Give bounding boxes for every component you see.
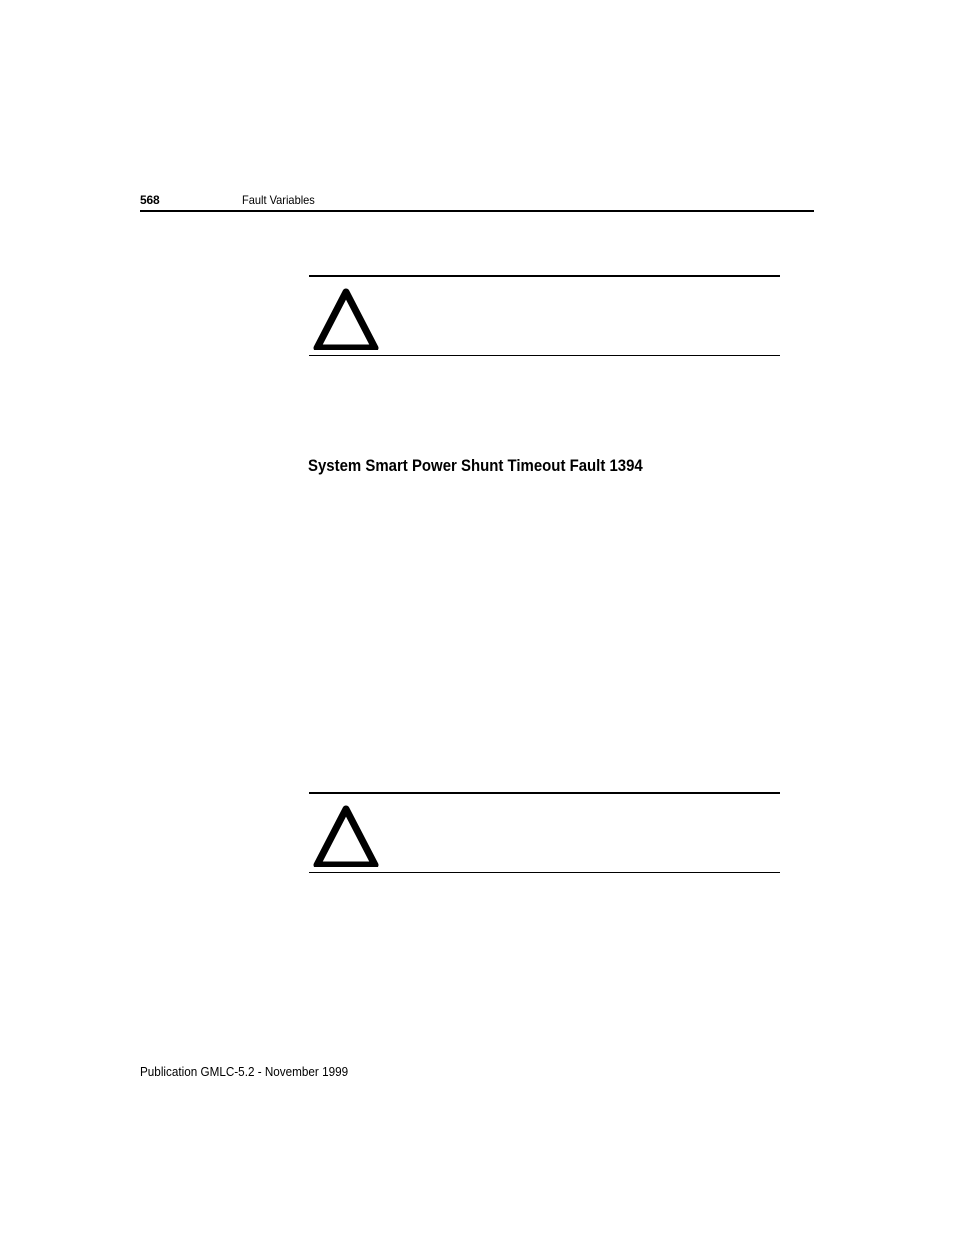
header-rule: [140, 210, 814, 212]
warning-triangle-icon: [312, 284, 380, 350]
publication-footer: Publication GMLC-5.2 - November 1999: [140, 1064, 349, 1079]
attention-box: [309, 275, 780, 356]
warning-triangle-icon: [312, 801, 380, 867]
page-number: 568: [140, 193, 160, 207]
running-header-title: Fault Variables: [242, 193, 315, 207]
section-heading: System Smart Power Shunt Timeout Fault 1394: [308, 456, 643, 475]
attention-box: [309, 792, 780, 873]
